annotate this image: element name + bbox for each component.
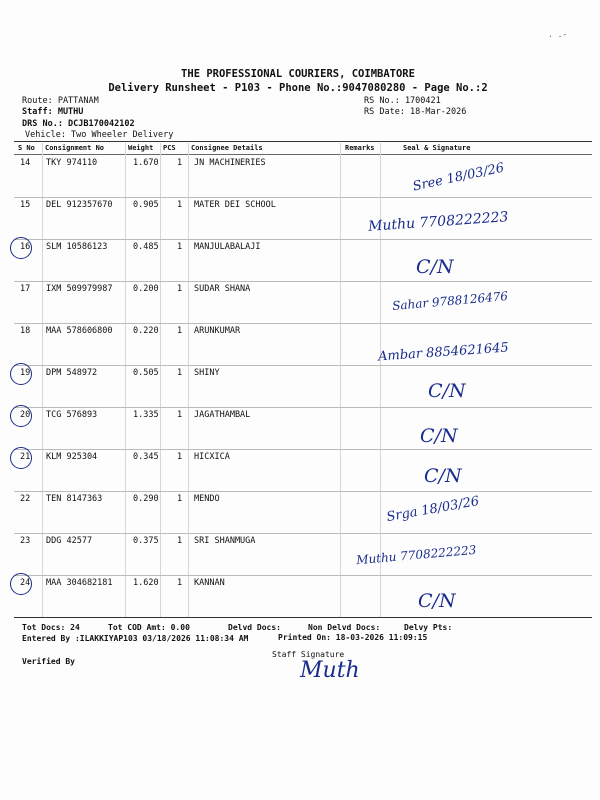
row-consignment: TKY 974110 [46,158,98,168]
row-consignee: ARUNKUMAR [194,326,241,336]
row-divider [14,323,592,324]
row-pcs: 1 [177,200,183,210]
row-consignment: MAA 304682181 [46,578,113,588]
drs-no: DRS No.: DCJB170042102 [22,119,135,129]
staff: Staff: MUTHU [22,107,84,117]
row-consignment: TCG 576893 [46,410,98,420]
pen-circle-mark [10,363,32,385]
row-consignee: SRI SHANMUGA [194,536,256,546]
row-weight: 0.200 [133,284,159,294]
row-pcs: 1 [177,536,183,546]
row-divider [14,575,592,576]
row-weight: 0.345 [133,452,159,462]
non-delvd-docs: Non Delvd Docs: [308,623,381,632]
row-consignment: KLM 925304 [46,452,98,462]
col-divider [340,143,341,617]
row-pcs: 1 [177,326,183,336]
staff-signature-label: Staff Signature [272,650,345,659]
row-sno: 14 [20,158,31,168]
row-pcs: 1 [177,368,183,378]
handwritten-signature: C/N [416,256,454,278]
row-sno: 18 [20,326,31,336]
row-pcs: 1 [177,158,183,168]
row-sno: 23 [20,536,31,546]
row-consignment: DDG 42577 [46,536,93,546]
row-sno: 15 [20,200,31,210]
row-weight: 0.375 [133,536,159,546]
col-consignment: Consignment No [45,144,105,152]
row-sno: 24 [20,578,31,588]
row-consignee: KANNAN [194,578,225,588]
handwritten-signature: Ambar 8854621645 [377,340,510,365]
row-consignee: JN MACHINERIES [194,158,266,168]
row-divider [14,239,592,240]
entered-by: Entered By :ILAKKIYAP103 03/18/2026 11:08:34 AM [22,634,249,643]
pen-circle-mark [10,405,32,427]
table-top-border [14,141,592,142]
row-consignment: DPM 548972 [46,368,98,378]
handwritten-signature: Sree 18/03/26 [411,160,506,195]
row-weight: 0.485 [133,242,159,252]
row-pcs: 1 [177,452,183,462]
col-divider [160,143,161,617]
row-consignee: SHINY [194,368,220,378]
runsheet-title: Delivery Runsheet - P103 - Phone No.:9047080280 - Page No.:2 [108,82,488,94]
handwritten-signature: C/N [428,380,466,402]
printed-on: Printed On: 18-03-2026 11:09:15 [278,633,428,642]
handwritten-signature: Muthu 7708222223 [355,542,477,568]
table-bottom-border [14,617,592,618]
row-divider [14,365,592,366]
row-divider [14,533,592,534]
row-sno: 21 [20,452,31,462]
handwritten-signature: C/N [418,590,456,612]
row-pcs: 1 [177,242,183,252]
tot-docs: Tot Docs: 24 [22,623,80,632]
pen-circle-mark [10,237,32,259]
row-consignee: HICXICA [194,452,230,462]
tot-cod-amt: Tot COD Amt: 0.00 [108,623,190,632]
row-weight: 1.670 [133,158,159,168]
row-consignment: DEL 912357670 [46,200,113,210]
row-sno: 20 [20,410,31,420]
verified-by: Verified By [22,657,75,666]
col-weight: Weight [128,144,154,152]
row-divider [14,197,592,198]
handwritten-signature: Muthu 7708222223 [367,209,509,235]
col-consignee: Consignee Details [191,144,263,152]
pen-circle-mark [10,447,32,469]
corner-mark: . .- [548,30,568,39]
handwritten-signature: Srga 18/03/26 [385,493,481,526]
row-sno: 19 [20,368,31,378]
row-weight: 0.905 [133,200,159,210]
row-consignment: SLM 10586123 [46,242,108,252]
row-weight: 0.290 [133,494,159,504]
row-consignment: IXM 509979987 [46,284,113,294]
row-weight: 1.620 [133,578,159,588]
delvy-pts: Delvy Pts: [404,623,453,632]
pen-circle-mark [10,573,32,595]
col-divider [125,143,126,617]
col-pcs: PCS [163,144,176,152]
row-sno: 16 [20,242,31,252]
row-divider [14,407,592,408]
delvd-docs: Delvd Docs: [228,623,281,632]
row-sno: 17 [20,284,31,294]
row-consignee: MANJULABALAJI [194,242,261,252]
handwritten-signature: Sahar 9788126476 [391,288,509,314]
route: Route: PATTANAM [22,96,99,106]
handwritten-signature: C/N [420,425,458,447]
row-consignee: JAGATHAMBAL [194,410,251,420]
col-sno: S No [18,144,35,152]
row-weight: 1.335 [133,410,159,420]
row-consignment: MAA 578606800 [46,326,113,336]
col-remarks: Remarks [345,144,375,152]
row-pcs: 1 [177,284,183,294]
row-divider [14,281,592,282]
col-divider [380,143,381,617]
company-name: THE PROFESSIONAL COURIERS, COIMBATORE [181,68,415,80]
col-divider [188,143,189,617]
row-consignee: MATER DEI SCHOOL [194,200,276,210]
row-weight: 0.505 [133,368,159,378]
row-divider [14,491,592,492]
vehicle: Vehicle: Two Wheeler Delivery [25,130,174,140]
handwritten-signature: C/N [424,465,462,487]
table-header-border [14,154,592,155]
row-divider [14,449,592,450]
rs-no: RS No.: 1700421 [364,96,441,106]
row-weight: 0.220 [133,326,159,336]
row-sno: 22 [20,494,31,504]
row-pcs: 1 [177,578,183,588]
row-consignment: TEN 8147363 [46,494,103,504]
row-pcs: 1 [177,494,183,504]
row-consignee: MENDO [194,494,220,504]
col-seal: Seal & Signature [403,144,471,152]
staff-signature: Muth [300,658,360,683]
row-consignee: SUDAR SHANA [194,284,251,294]
col-divider [42,143,43,617]
row-pcs: 1 [177,410,183,420]
rs-date: RS Date: 18-Mar-2026 [364,107,467,117]
